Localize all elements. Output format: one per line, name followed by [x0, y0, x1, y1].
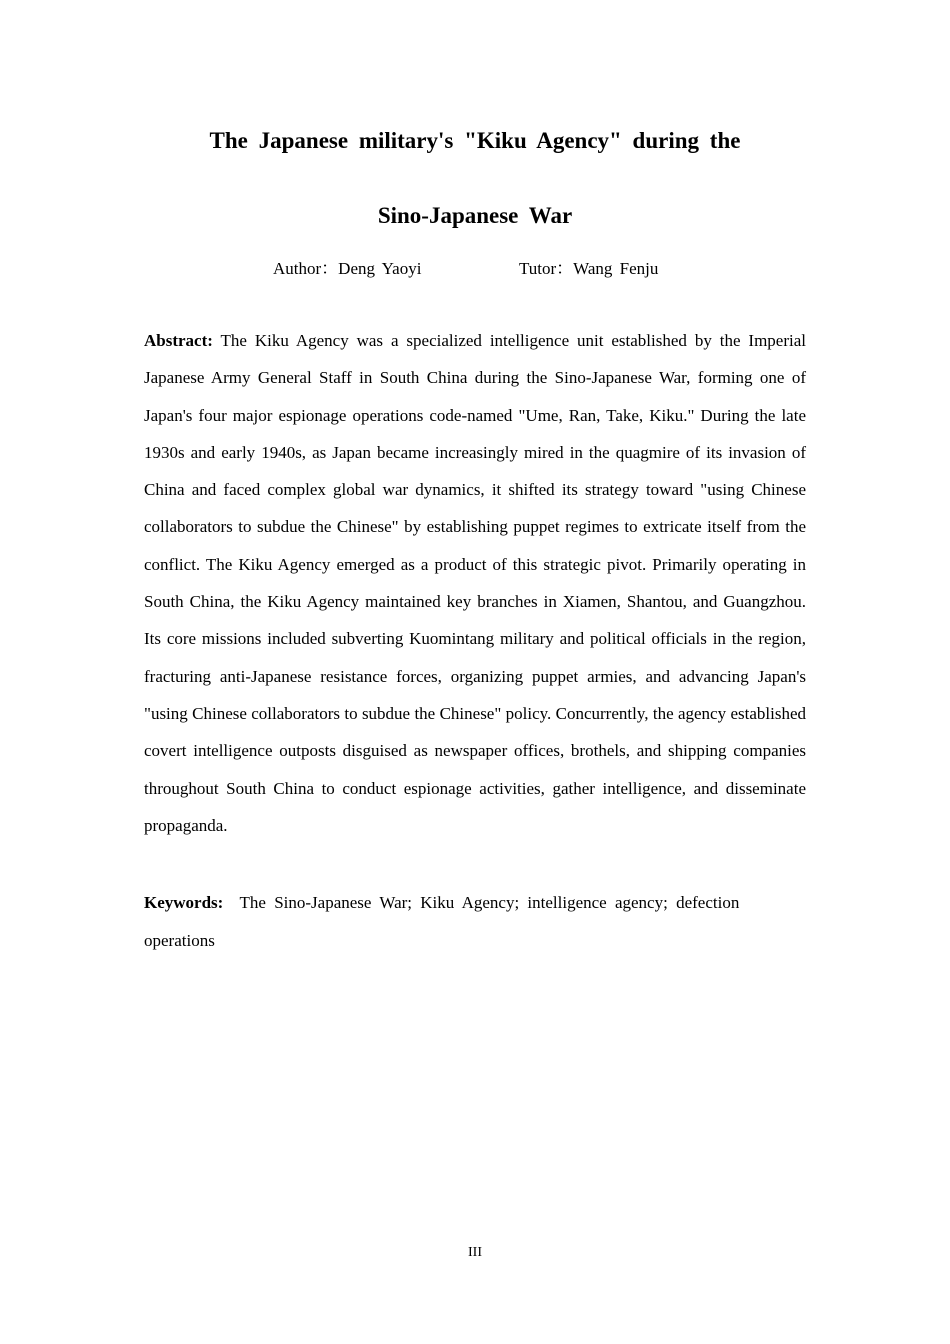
paper-title-line-2: Sino-Japanese War	[377, 203, 573, 228]
abstract-paragraph	[144, 322, 806, 844]
paper-title-line-1: The Japanese military's "Kiku Agency" during the	[209, 128, 741, 153]
keywords-label: Keywords:	[144, 893, 224, 912]
author-name: Author：Deng Yaoyi	[273, 259, 422, 278]
abstract-label: Abstract:	[144, 331, 213, 350]
tutor-name: Tutor：Wang Fenju	[519, 259, 659, 278]
abstract-text: The Kiku Agency was a specialized intelligence unit established by the Imperial Japanese Army General Staff in South China during the Sino-Japanese War, forming one of Japan's four major espionage operations code-named "Ume, Ran, Take, Kiku." During the late 1930s and early 1940s, as Japan became increasingly mired in the quagmire of its invasion of China and faced complex global war dynamics, it shifted its strategy toward "using Chinese collaborators to subdue the Chinese" by establishing puppet regimes to extricate itself from the conflict. The Kiku Agency emerged as a product of this strategic pivot. Primarily operating in South China, the Kiku Agency maintained key branches in Xiamen, Shantou, and Guangzhou. Its core missions included subverting Kuomintang military and political officials in the region, fracturing anti-Japanese resistance forces, organizing puppet armies, and advancing Japan's "using Chinese collaborators to subdue the Chinese" policy. Concurrently, the agency established covert intelligence outposts disguised as newspaper offices, brothels, and shipping companies throughout South China to conduct espionage activities, gather intelligence, and disseminate propaganda.	[144, 331, 806, 835]
page-number: III	[468, 1245, 482, 1260]
keywords-text: The Sino-Japanese War; Kiku Agency; intelligence agency; defection operations	[144, 893, 740, 950]
keywords-paragraph	[144, 884, 744, 960]
